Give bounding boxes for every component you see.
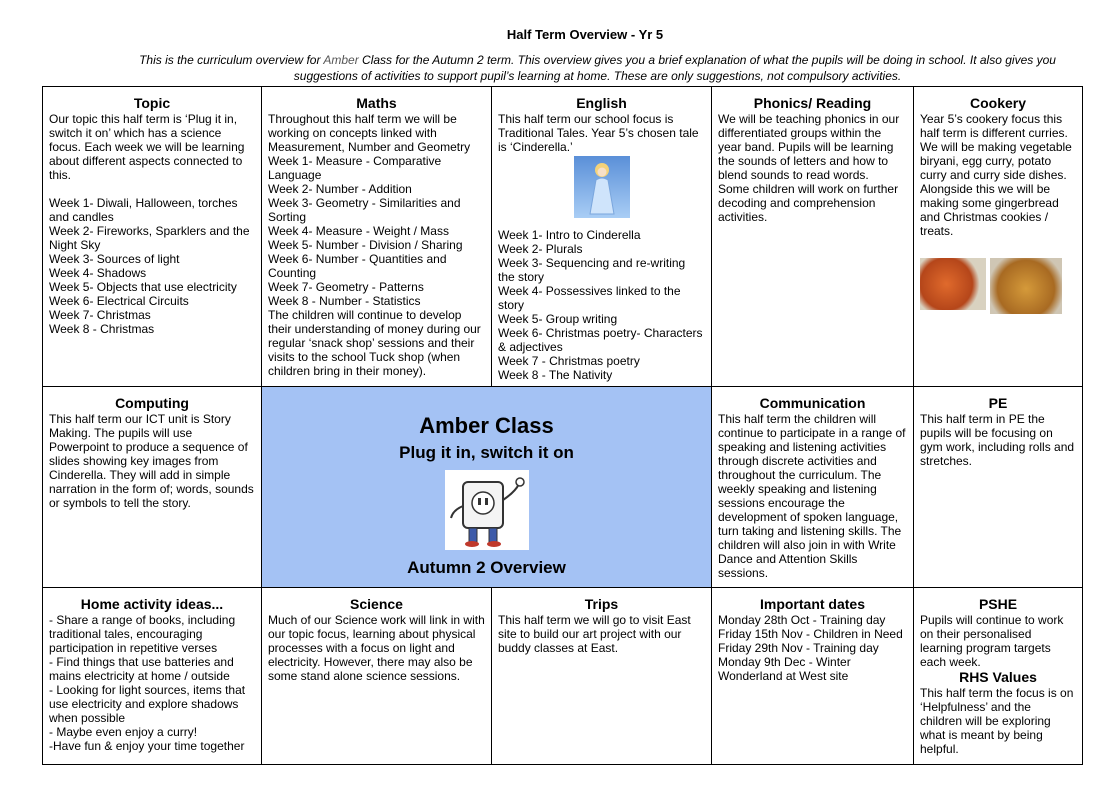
food-images xyxy=(920,258,1076,314)
important-dates-cell xyxy=(712,588,914,765)
home-activities-heading: Home activity ideas... xyxy=(80,596,224,612)
cookery-cell xyxy=(914,87,1083,387)
science-heading: Science xyxy=(350,596,403,612)
communication-body: This half term the children will continue to participate in a range of speaking and listening activities through discrete activities and throughout the curriculum. The weekly speaking and listening sessions encourage the development of spoken language, turn taking and listening skills. The children will also join in with Write Dance and Attention Skills sessions. xyxy=(718,412,906,580)
phonics-cell xyxy=(712,87,914,387)
class-subtitle: Plug it in, switch it on xyxy=(399,443,574,462)
rhs-values-body: This half term the focus is on ‘Helpfulness’ and the children will be exploring what is meant by being helpful. xyxy=(920,686,1074,756)
class-title: Amber Class xyxy=(419,413,554,438)
communication-heading: Communication xyxy=(759,395,866,411)
intro-class-name: Amber xyxy=(323,53,359,67)
pshe-cell xyxy=(914,588,1083,765)
trips-heading: Trips xyxy=(584,596,619,612)
computing-heading: Computing xyxy=(115,395,189,411)
phonics-heading: Phonics/ Reading xyxy=(753,95,872,111)
home-activities-cell xyxy=(43,588,262,765)
pe-body: This half term in PE the pupils will be focusing on gym work, including rolls and stretches. xyxy=(920,412,1075,468)
english-cell xyxy=(492,87,712,387)
intro-text: This is the curriculum overview for Amber Class for the Autumn 2 term. This overview gives you a brief explanation of what the pupils will be doing in school. It also gives you suggestions of activities to support pupil’s learning at home. These are only suggestions, not compulsory activities. xyxy=(139,53,1056,83)
english-heading: English xyxy=(576,95,627,111)
biryani-image xyxy=(920,258,986,310)
trips-cell xyxy=(492,588,712,765)
science-cell xyxy=(262,588,492,765)
page-title: Half Term Overview - Yr 5 xyxy=(506,27,664,42)
english-intro: This half term our school focus is Traditional Tales. Year 5’s chosen tale is ‘Cinderella.’ xyxy=(498,112,699,154)
topic-body: Our topic this half term is ‘Plug it in, switch it on’ which has a science focus. Each week we will be learning about different aspects connected to this. Week 1- Diwali, Halloween, torches and candles Week 2- Fireworks, Sparklers and the Night Sky Week 3- Sources of light Week 4- Shadows Week 5- Objects that use electricity Week 6- Electrical Circuits Week 7- Christmas Week 8 - Christmas xyxy=(49,112,250,336)
phonics-body: We will be teaching phonics in our differentiated groups within the year band. Pupils will be learning the sounds of letters and how to blend sounds to read words. Some children will work on further decoding and comprehension activities. xyxy=(718,112,900,224)
pe-cell xyxy=(914,387,1083,588)
maths-body: Throughout this half term we will be working on concepts linked with Measurement, Number and Geometry Week 1- Measure - Comparative Language Week 2- Number - Addition Week 3- Geometry - Similarities and Sorting Week 4- Measure - Weight / Mass Week 5- Number - Division / Sharing Week 6- Number - Quantities and Counting Week 7- Geometry - Patterns Week 8 - Number - Statistics The children will continue to develop their understanding of money during our regular ‘snack shop’ sessions and their visits to the school Tuck shop (when children bring in their money). xyxy=(268,112,481,378)
computing-cell xyxy=(43,387,262,588)
science-body: Much of our Science work will link in with our topic focus, learning about physical processes with a focus on light and electricity. However, there may also be some stand alone science sessions. xyxy=(268,613,485,683)
cinderella-image xyxy=(574,156,630,218)
cookery-heading: Cookery xyxy=(969,95,1027,111)
plug-socket-icon xyxy=(445,470,529,550)
important-dates-heading: Important dates xyxy=(759,596,865,612)
overview-grid xyxy=(42,86,1083,765)
cookery-body: Year 5’s cookery focus this half term is different curries. We will be making vegetable biryani, egg curry, potato curry and curry side dishes. Alongside this we will be making some gingerbread and Christmas cookies / treats. xyxy=(920,112,1072,238)
topic-heading: Topic xyxy=(133,95,171,111)
home-activities-body: - Share a range of books, including traditional tales, encouraging participation in repetitive verses - Find things that use batteries and mains electricity at home / outside - Looking for light sources, items that use electricity and explore shadows when possible - Maybe even enjoy a curry! -Have fun & enjoy your time together xyxy=(49,613,246,753)
samosa-image xyxy=(990,258,1062,314)
trips-body: This half term we will go to visit East site to build our art project with our buddy classes at East. xyxy=(498,613,691,655)
pshe-body: Pupils will continue to work on their personalised learning program targets each week. xyxy=(920,613,1064,669)
plug-image xyxy=(445,470,529,550)
cinderella-icon xyxy=(574,156,630,218)
pe-heading: PE xyxy=(988,395,1008,411)
pshe-heading: PSHE xyxy=(978,596,1018,612)
rhs-values-heading: RHS Values xyxy=(959,669,1037,685)
maths-cell xyxy=(262,87,492,387)
english-weeks: Week 1- Intro to Cinderella Week 2- Plurals Week 3- Sequencing and re-writing the story Week 4- Possessives linked to the story Week 5- Group writing Week 6- Christmas poetry- Characters & adjectives Week 7 - Christmas poetry Week 8 - The Nativity xyxy=(498,228,703,382)
maths-heading: Maths xyxy=(356,95,397,111)
communication-cell xyxy=(712,387,914,588)
class-overview-label: Autumn 2 Overview xyxy=(407,558,566,577)
important-dates-body: Monday 28th Oct - Training day Friday 15th Nov - Children in Need Friday 29th Nov - Training day Monday 9th Dec - Winter Wonderland at West site xyxy=(718,613,903,683)
topic-cell xyxy=(43,87,262,387)
computing-body: This half term our ICT unit is Story Making. The pupils will use Powerpoint to produce a sequence of slides showing key images from Cinderella. They will add in simple narration in the form of; words, sounds or symbols to tell the story. xyxy=(49,412,254,510)
class-banner-cell xyxy=(262,387,712,588)
